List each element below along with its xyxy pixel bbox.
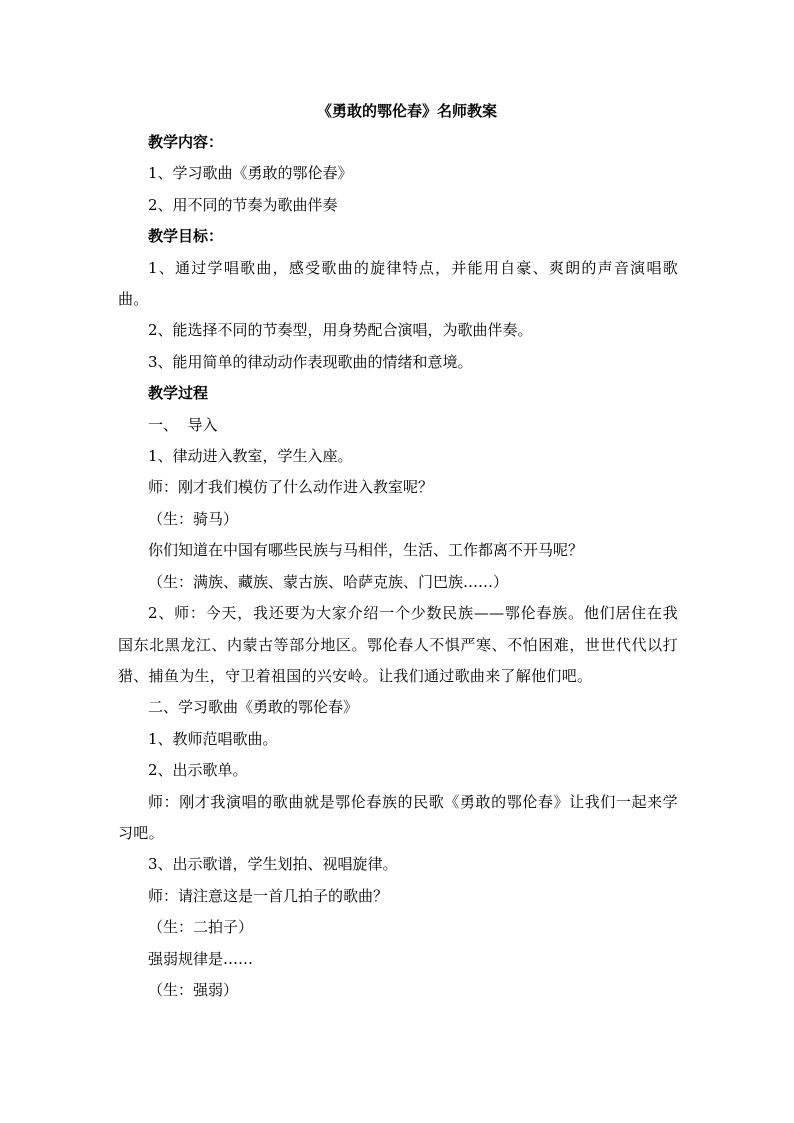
goal-item-2: 2、能选择不同的节奏型，用身势配合演唱，为歌曲伴奏。 bbox=[148, 321, 533, 340]
document-body bbox=[118, 96, 678, 1006]
process-paragraph: 师：刚才我演唱的歌曲就是鄂伦春族的民歌《勇敢的鄂伦春》让我们一起来学习吧。 bbox=[118, 792, 678, 842]
process-line: 师：刚才我们模仿了什么动作进入教室呢？ bbox=[148, 478, 434, 497]
section-heading-goals: 教学目标： bbox=[148, 227, 224, 246]
process-step-learn-song: 二、学习歌曲《勇敢的鄂伦春》 bbox=[148, 698, 359, 717]
content-item-1: 1、学习歌曲《勇敢的鄂伦春》 bbox=[148, 164, 353, 183]
section-heading-content: 教学内容： bbox=[148, 133, 224, 151]
section-heading-process: 教学过程 bbox=[148, 384, 209, 403]
process-line: （生：骑马） bbox=[148, 509, 239, 528]
process-line: （生：满族、藏族、蒙古族、哈萨克族、门巴族……） bbox=[148, 572, 509, 591]
process-line: 1、律动进入教室，学生入座。 bbox=[148, 447, 353, 466]
process-line: 1、教师范唱歌曲。 bbox=[148, 729, 278, 748]
process-line: （生：二拍子） bbox=[148, 918, 254, 937]
process-line: 你们知道在中国有哪些民族与马相伴，生活、工作都离不开马呢？ bbox=[148, 541, 584, 560]
content-item-2: 2、用不同的节奏为歌曲伴奏 bbox=[148, 195, 338, 214]
process-paragraph: 2、师：今天，我还要为大家介绍一个少数民族——鄂伦春族。他们居住在我国东北黑龙江、内蒙古等部分地区。鄂伦春人不惧严寒、不怕困难，世世代代以打猎、捕鱼为生，守卫着祖国的兴安岭。让我们通过歌曲来了解他们吧。 bbox=[118, 604, 678, 685]
process-line: 师：请注意这是一首几拍子的歌曲？ bbox=[148, 886, 389, 905]
process-line: 2、出示歌单。 bbox=[148, 761, 248, 780]
document-title: 《勇敢的鄂伦春》名师教案 bbox=[316, 102, 497, 120]
process-step-intro: 一、 导入 bbox=[148, 415, 218, 434]
process-line: （生：强弱） bbox=[148, 980, 239, 999]
process-line: 强弱规律是…… bbox=[148, 949, 254, 968]
goal-item-3: 3、能用简单的律动动作表现歌曲的情绪和意境。 bbox=[148, 352, 473, 371]
process-line: 3、出示歌谱，学生划拍、视唱旋律。 bbox=[148, 855, 398, 874]
goal-item-1: 1、通过学唱歌曲，感受歌曲的旋律特点，并能用自豪、爽朗的声音演唱歌曲。 bbox=[118, 258, 678, 309]
